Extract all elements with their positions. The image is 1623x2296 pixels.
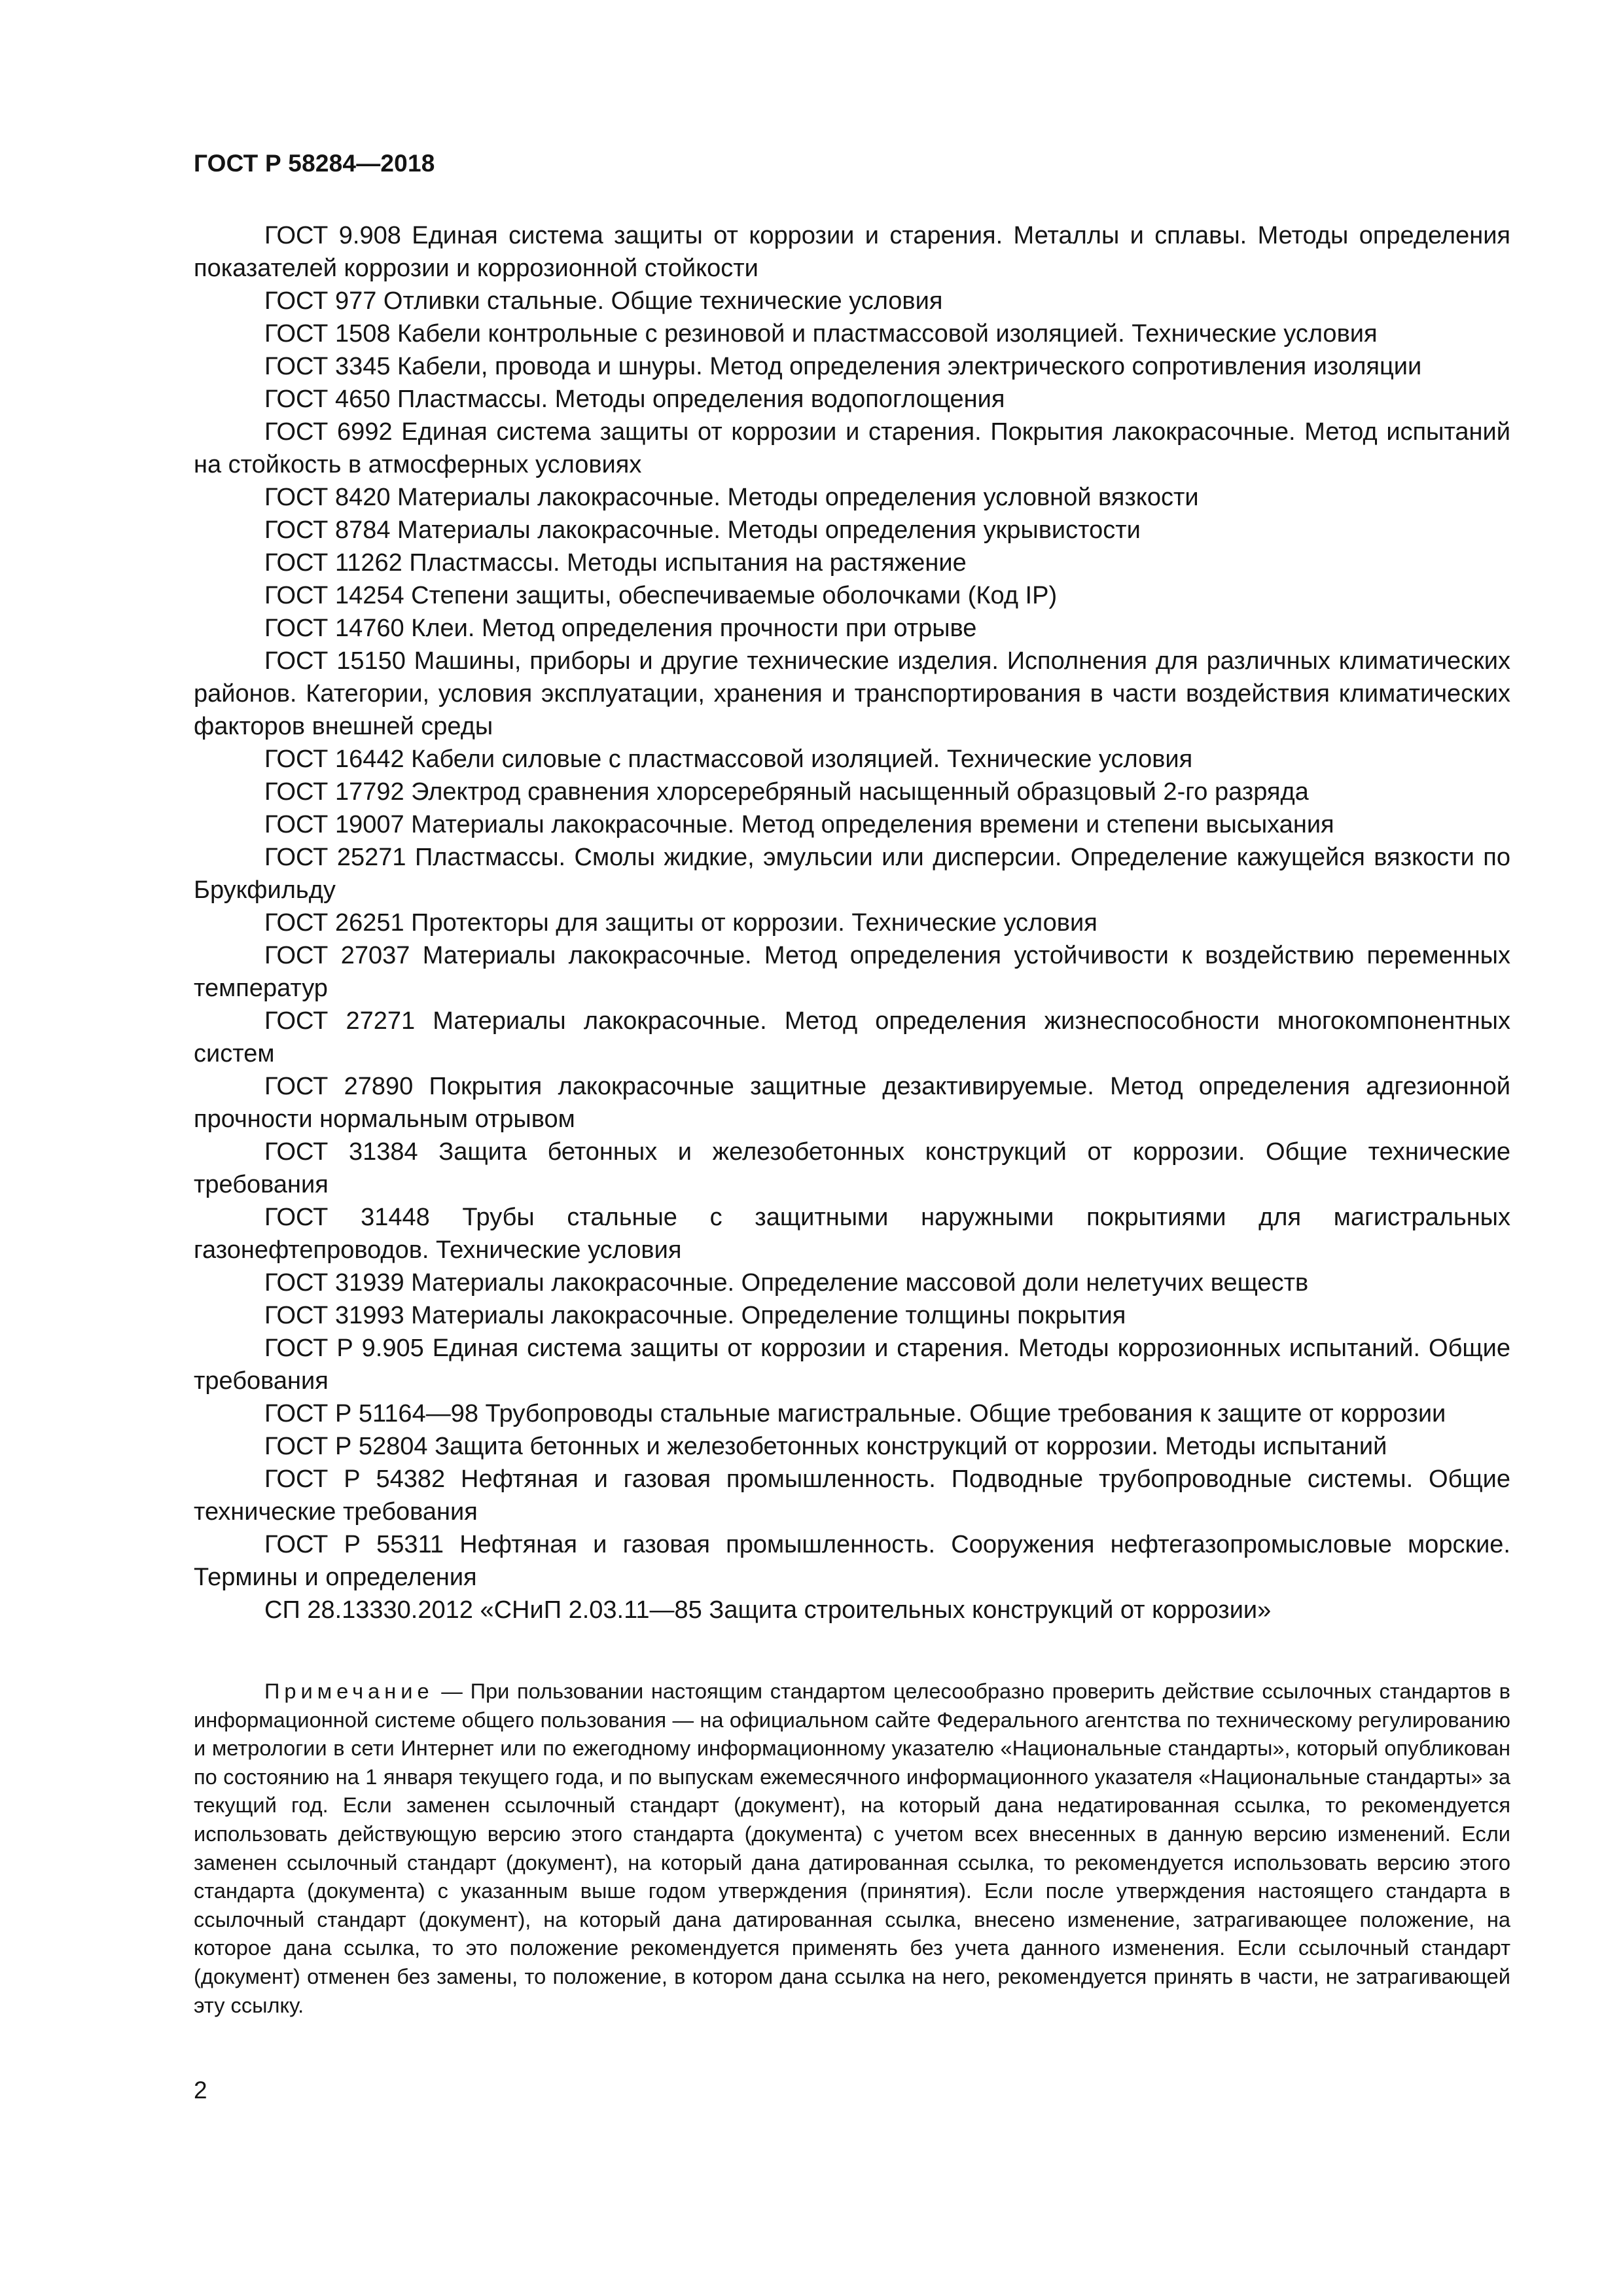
reference-item: ГОСТ 27890 Покрытия лакокрасочные защитные дезактивируемые. Метод определения адгезионной прочности нормальным отрывом: [194, 1073, 1510, 1133]
reference-item: ГОСТ 31993 Материалы лакокрасочные. Определение толщины покрытия: [264, 1302, 1126, 1329]
reference-item: ГОСТ Р 51164—98 Трубопроводы стальные магистральные. Общие требования к защите от коррозии: [264, 1400, 1446, 1427]
note-paragraph: [194, 1677, 1510, 2019]
reference-item: ГОСТ 8784 Материалы лакокрасочные. Методы определения укрывистости: [264, 516, 1141, 544]
reference-item: ГОСТ Р 9.905 Единая система защиты от коррозии и старения. Методы коррозионных испытаний. Общие требования: [194, 1335, 1510, 1395]
reference-item: ГОСТ 11262 Пластмассы. Методы испытания на растяжение: [264, 549, 967, 577]
normative-references-list: [194, 219, 1510, 1626]
reference-item: ГОСТ 17792 Электрод сравнения хлорсеребряный насыщенный образцовый 2-го разряда: [264, 778, 1309, 806]
reference-item: ГОСТ 14254 Степени защиты, обеспечиваемые оболочками (Код IP): [264, 582, 1058, 609]
reference-item: ГОСТ 15150 Машины, приборы и другие технические изделия. Исполнения для различных климатических районов. Категории, условия эксплуатации, хранения и транспортирования в части воздействия климатических факторов внешней среды: [194, 647, 1510, 740]
reference-item: ГОСТ 25271 Пластмассы. Смолы жидкие, эмульсии или дисперсии. Определение кажущейся вязкости по Брукфильду: [194, 844, 1510, 904]
reference-item: ГОСТ 26251 Протекторы для защиты от коррозии. Технические условия: [264, 909, 1097, 937]
reference-item: ГОСТ 31384 Защита бетонных и железобетонных конструкций от коррозии. Общие технические требования: [194, 1138, 1510, 1198]
reference-item: ГОСТ 31939 Материалы лакокрасочные. Определение массовой доли нелетучих веществ: [264, 1269, 1309, 1297]
note-text: — При пользовании настоящим стандартом целесообразно проверить действие ссылочных стандартов в информационной системе общего пользования — на официальном сайте Федерального агентства по техническому регулированию и метрологии в сети Интернет или по ежегодному информационному указателю «Национальные стандарты», который опубликован по состоянию на 1 января текущего года, и по выпускам ежемесячного информационного указателя «Национальные стандарты» за текущий год. Если заменен ссылочный стандарт (документ), на который дана недатированная ссылка, то рекомендуется использовать действующую версию этого стандарта (документа) с учетом всех внесенных в данную версию изменений. Если заменен ссылочный стандарт (документ), на который дана датированная ссылка, то рекомендуется использовать версию этого стандарта (документа) с указанным выше годом утверждения (принятия). Если после утверждения настоящего стандарта в ссылочный стандарт (документ), на который дана датированная ссылка, внесено изменение, затрагивающее положение, на которое дана ссылка, то это положение рекомендуется применять без учета данного изменения. Если ссылочный стандарт (документ) отменен без замены, то положение, в котором дана ссылка на него, рекомендуется принять в части, не затрагивающей эту ссылку.: [194, 1679, 1510, 2017]
reference-item: ГОСТ 8420 Материалы лакокрасочные. Методы определения условной вязкости: [264, 484, 1199, 511]
reference-item: ГОСТ Р 55311 Нефтяная и газовая промышленность. Сооружения нефтегазопромысловые морские. Термины и определения: [194, 1531, 1510, 1591]
reference-item: ГОСТ 3345 Кабели, провода и шнуры. Метод определения электрического сопротивления изоляции: [264, 353, 1422, 380]
reference-item: ГОСТ 1508 Кабели контрольные с резиновой и пластмассовой изоляцией. Технические условия: [264, 320, 1378, 348]
note-label: Примечание: [264, 1679, 434, 1703]
standard-designation: ГОСТ Р 58284—2018: [194, 150, 435, 177]
reference-item: ГОСТ 4650 Пластмассы. Методы определения водопоглощения: [264, 386, 1005, 413]
reference-item: ГОСТ 6992 Единая система защиты от коррозии и старения. Покрытия лакокрасочные. Метод испытаний на стойкость в атмосферных условиях: [194, 418, 1510, 478]
reference-item: СП 28.13330.2012 «СНиП 2.03.11—85 Защита строительных конструкций от коррозии»: [264, 1596, 1272, 1624]
reference-item: ГОСТ 31448 Трубы стальные с защитными наружными покрытиями для магистральных газонефтепроводов. Технические условия: [194, 1204, 1510, 1264]
reference-item: ГОСТ 16442 Кабели силовые с пластмассовой изоляцией. Технические условия: [264, 745, 1193, 773]
reference-item: ГОСТ 9.908 Единая система защиты от коррозии и старения. Металлы и сплавы. Методы определения показателей коррозии и коррозионной стойкости: [194, 222, 1510, 282]
reference-item: ГОСТ 27037 Материалы лакокрасочные. Метод определения устойчивости к воздействию переменных температур: [194, 942, 1510, 1002]
reference-item: ГОСТ 14760 Клеи. Метод определения прочности при отрыве: [264, 615, 977, 642]
reference-item: ГОСТ Р 52804 Защита бетонных и железобетонных конструкций от коррозии. Методы испытаний: [264, 1433, 1387, 1460]
reference-item: ГОСТ Р 54382 Нефтяная и газовая промышленность. Подводные трубопроводные системы. Общие технические требования: [194, 1465, 1510, 1526]
reference-item: ГОСТ 27271 Материалы лакокрасочные. Метод определения жизнеспособности многокомпонентных систем: [194, 1007, 1510, 1067]
reference-item: ГОСТ 19007 Материалы лакокрасочные. Метод определения времени и степени высыхания: [264, 811, 1334, 838]
reference-item: ГОСТ 977 Отливки стальные. Общие технические условия: [264, 287, 943, 315]
page-number: 2: [194, 2077, 207, 2104]
